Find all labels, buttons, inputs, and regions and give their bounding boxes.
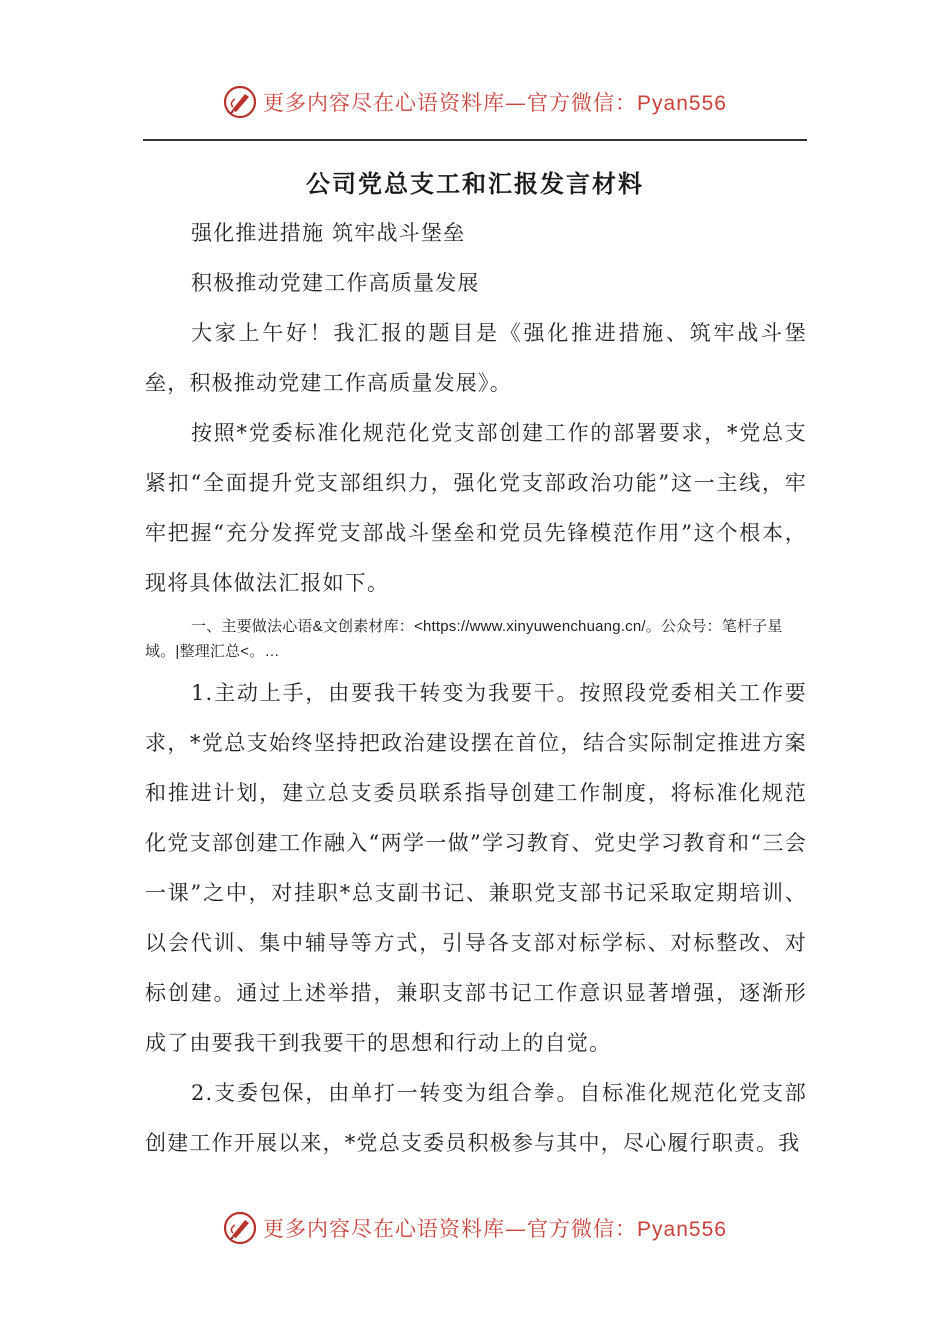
header-banner bbox=[0, 82, 950, 122]
paragraph-1: 1.主动上手，由要我干转变为我要干。按照段党委相关工作要求，*党总支始终坚持把政治建设摆在首位，结合实际制定推进方案和推进计划，建立总支委员联系指导创建工作制度，将标准化规范化党支部创建工作融入“两学一做”学习教育、党史学习教育和“三会一课”之中，对挂职*总支副书记、兼职党支部书记采取定期培训、以会代训、集中辅导等方式，引导各支部对标学标、对标整改、对标创建。通过上述举措，兼职支部书记工作意识显著增强，逐渐形成了由要我干到我要干的思想和行动上的自觉。 bbox=[145, 681, 807, 1055]
document-title: 公司党总支工和汇报发言材料 bbox=[306, 170, 644, 198]
subtitle-1: 强化推进措施 筑牢战斗堡垒 bbox=[191, 221, 466, 245]
subtitle-2: 积极推动党建工作高质量发展 bbox=[191, 271, 480, 295]
pen-logo-icon bbox=[223, 1211, 257, 1245]
footer-wechat-id: Pyan556 bbox=[637, 1218, 727, 1241]
paragraph-greeting: 大家上午好！我汇报的题目是《强化推进措施、筑牢战斗堡垒，积极推动党建工作高质量发展》。 bbox=[145, 321, 807, 395]
footer-banner bbox=[0, 1208, 950, 1248]
header-divider bbox=[143, 139, 807, 141]
paragraph-2: 2.支委包保，由单打一转变为组合拳。自标准化规范化党支部创建工作开展以来，*党总支委员积极参与其中，尽心履行职责。我 bbox=[145, 1081, 807, 1155]
document-body bbox=[145, 208, 807, 1168]
section-heading: 一、主要做法心语&文创素材库：<https://www.xinyuwenchuang.cn/。公众号：笔杆子星域。|整理汇总<。… bbox=[145, 618, 783, 660]
header-wechat-id: Pyan556 bbox=[637, 92, 727, 115]
header-banner-text: 更多内容尽在心语资料库—官方微信：Pyan556 bbox=[263, 91, 727, 115]
footer-banner-text: 更多内容尽在心语资料库—官方微信：Pyan556 bbox=[263, 1217, 727, 1241]
paragraph-intro: 按照*党委标准化规范化党支部创建工作的部署要求，*党总支紧扣“全面提升党支部组织力，强化党支部政治功能”这一主线，牢牢把握“充分发挥党支部战斗堡垒和党员先锋模范作用”这个根本，现将具体做法汇报如下。 bbox=[145, 421, 807, 595]
pen-logo-icon bbox=[223, 85, 257, 119]
